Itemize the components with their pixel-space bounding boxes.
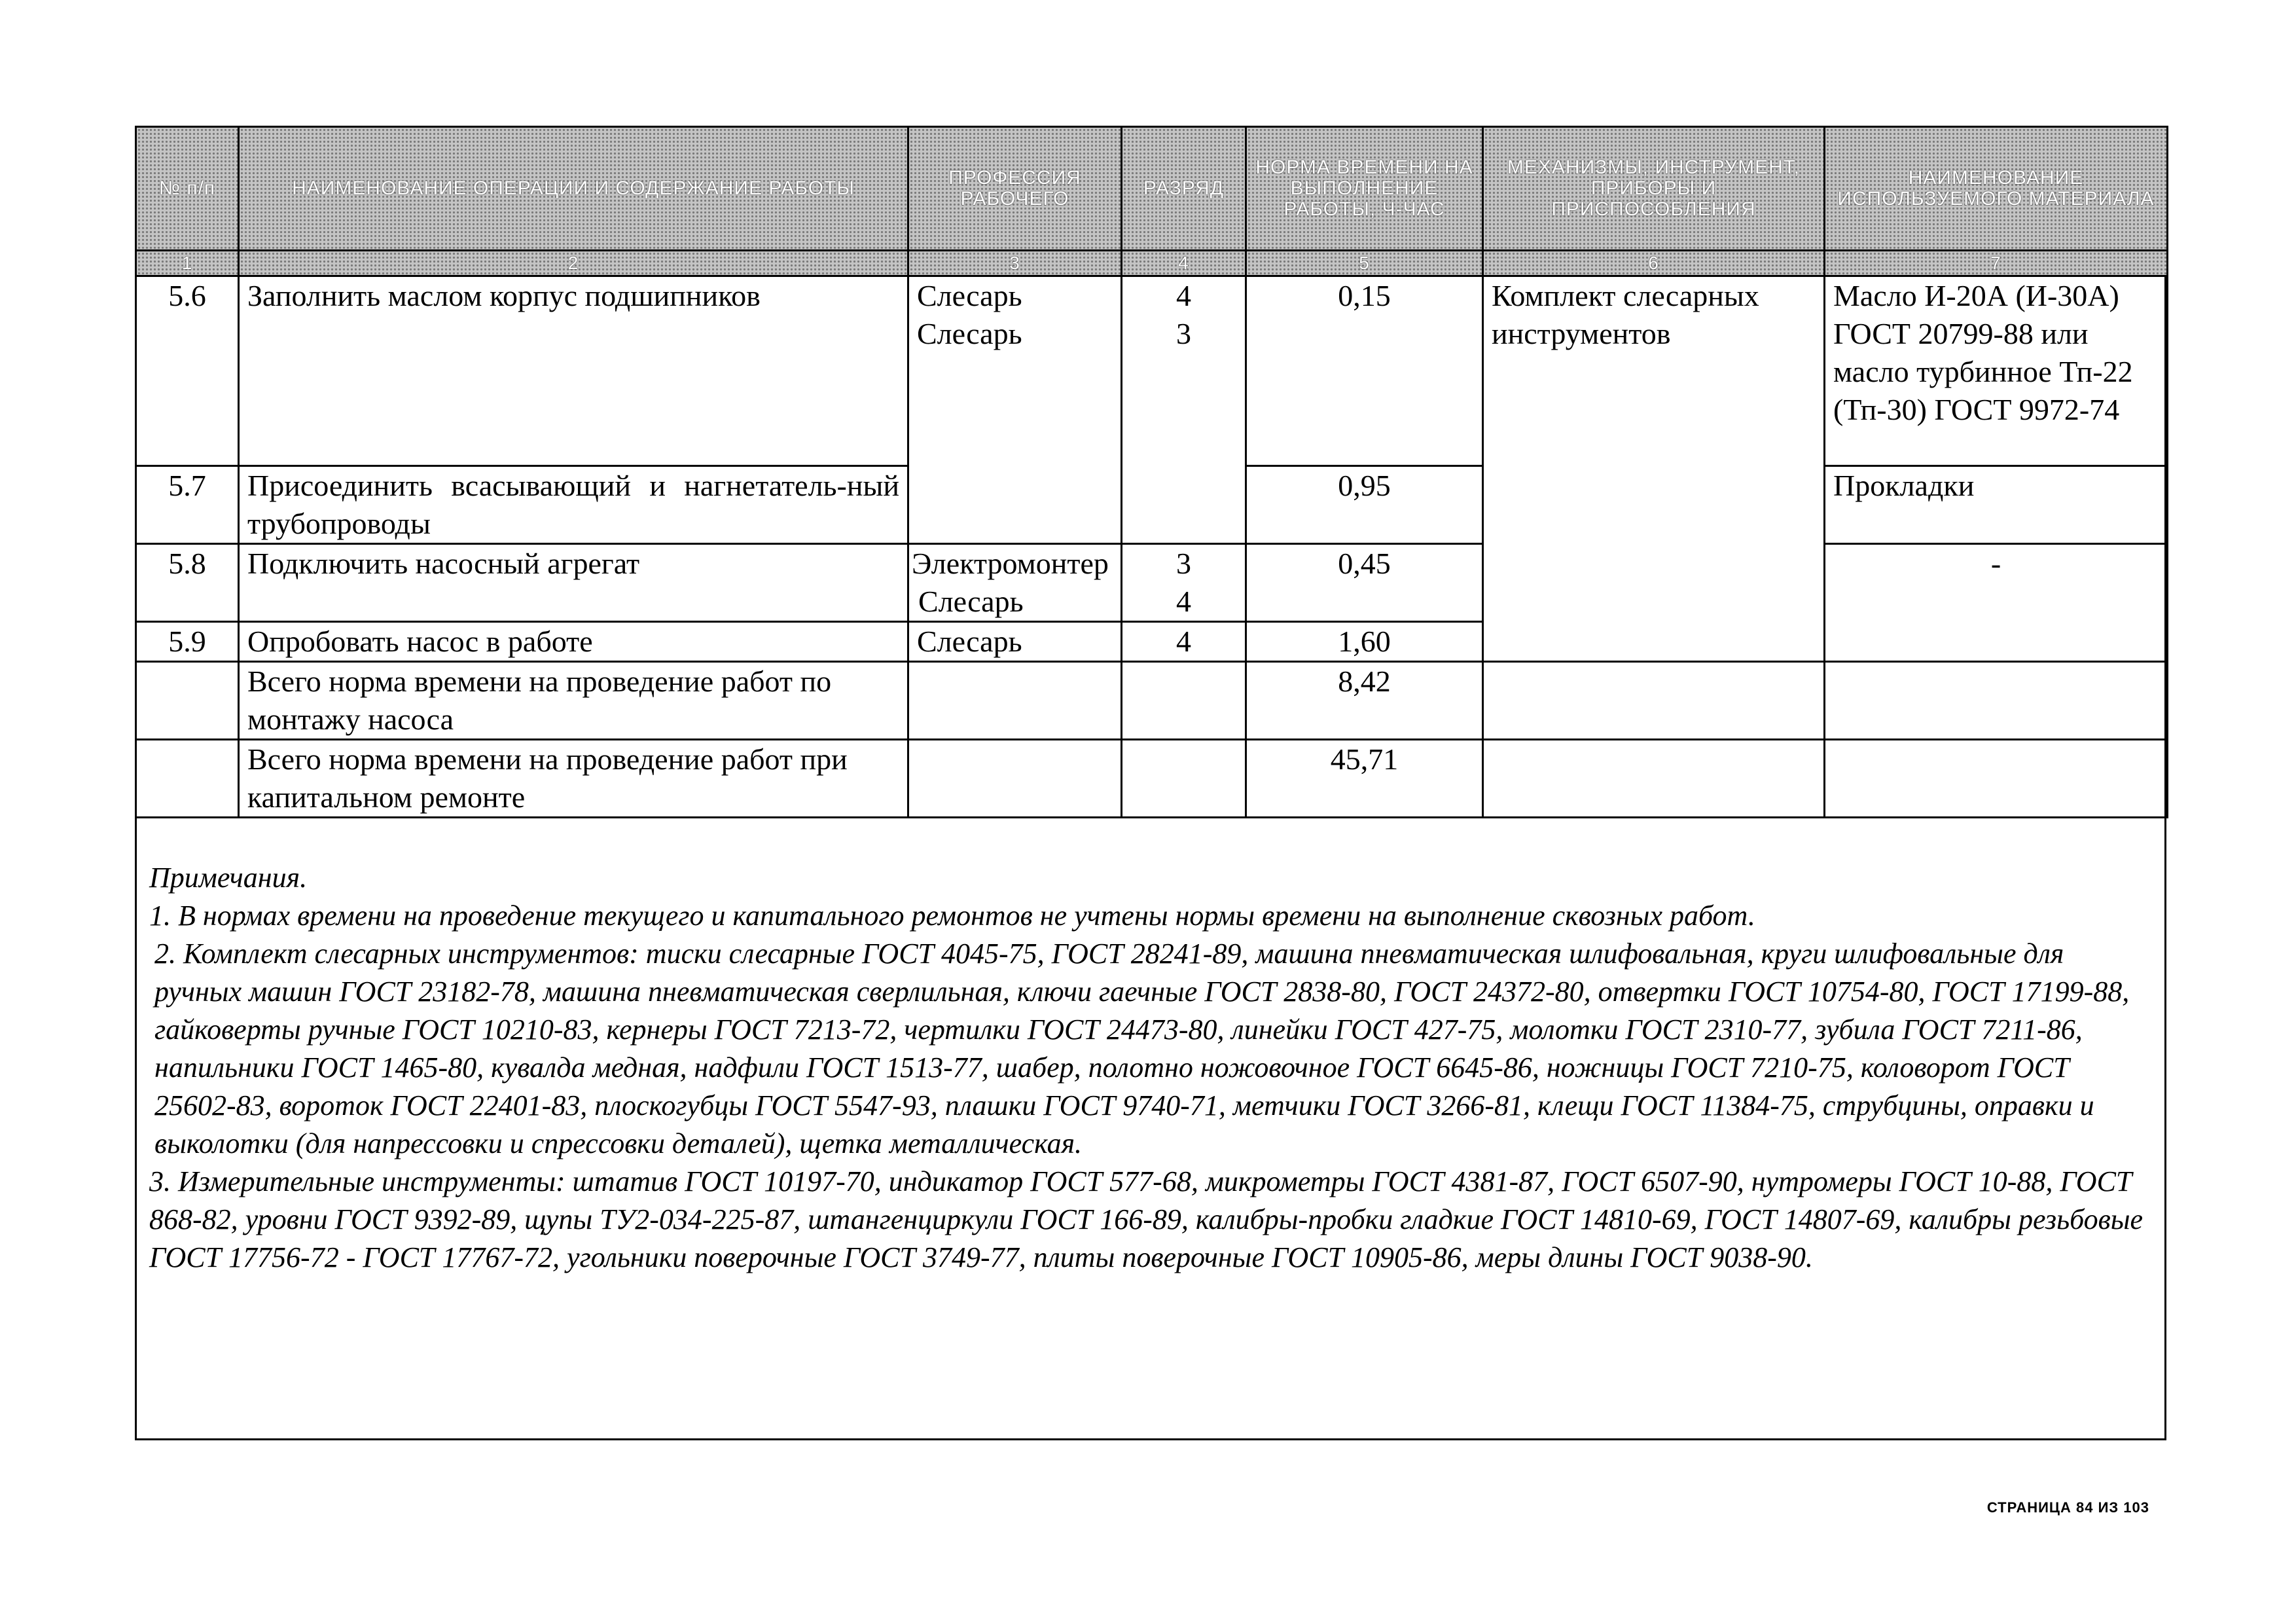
header-profession: ПРОФЕССИЯ РАБОЧЕГО [908,127,1122,251]
operation-cell: Присоединить всасывающий и нагнетатель-ный трубопроводы [239,466,908,544]
header-norm: НОРМА ВРЕМЕНИ НА ВЫПОЛНЕНИЕ РАБОТЫ, Ч-ЧАС [1246,127,1483,251]
profession-cell: Слесарь [908,622,1122,662]
subtotal-label: Всего норма времени на проведение работ по монтажу насоса [239,662,908,740]
operation-cell: Опробовать насос в работе [239,622,908,662]
grade-value: 3 [1176,317,1191,350]
grade-value: 4 [1176,585,1191,618]
page-number: СТРАНИЦА 84 ИЗ 103 [1986,1499,2149,1516]
material-cell: Прокладки [1825,466,2168,544]
header-row [136,127,2168,251]
subtotal-row [136,662,2168,740]
total-value: 45,71 [1246,740,1483,818]
norm-cell: 1,60 [1246,622,1483,662]
tools-cell: Комплект слесарных инструментов [1483,276,1825,662]
grade-cell: 4 [1122,622,1246,662]
table-row [136,544,2168,622]
total-label: Всего норма времени на проведение работ при капитальном ремонте [239,740,908,818]
material-cell: - [1825,544,2168,662]
total-row [136,740,2168,818]
column-number: 1 [136,251,239,276]
note-item: 2. Комплект слесарных инструментов: тиски слесарные ГОСТ 4045-75, ГОСТ 28241-89, машина пневматическая шлифовальная, круги шлифовальные для ручных машин ГОСТ 23182-78, машина пневматическая сверлильная, ключи гаечные ГОСТ 2838-80, ГОСТ 24372-80, отвертки ГОСТ 10754-80, ГОСТ 17199-88, гайковерты ручные ГОСТ 10210-83, кернеры ГОСТ 7213-72, чертилки ГОСТ 24473-80, линейки ГОСТ 427-75, молотки ГОСТ 2310-77, зубила ГОСТ 7211-86, напильники ГОСТ 1465-80, кувалда медная, надфили ГОСТ 1513-77, шабер, полотно ножовочное ГОСТ 6645-86, ножницы ГОСТ 7210-75, коловорот ГОСТ 25602-83, вороток ГОСТ 22401-83, плоскогубцы ГОСТ 5547-93, плашки ГОСТ 9740-71, метчики ГОСТ 3266-81, клещи ГОСТ 11384-75, струбцины, оправки и выколотки (для напрессовки и спрессовки деталей), щетка металлическая. [154,938,2130,1159]
notes-block [149,859,2152,1277]
note-item: 3. Измерительные инструменты: штатив ГОСТ 10197-70, индикатор ГОСТ 577-68, микрометры ГОСТ 4381-87, ГОСТ 6507-90, нутромеры ГОСТ 10-88, ГОСТ 868-82, уровни ГОСТ 9392-89, щупы ТУ2-034-225-87, штангенциркули ГОСТ 166-89, калибры-пробки гладкие ГОСТ 14810-69, ГОСТ 14807-69, калибры резьбовые ГОСТ 17756-72 - ГОСТ 17767-72, угольники поверочные ГОСТ 3749-77, плиты поверочные ГОСТ 10905-86, меры длины ГОСТ 9038-90. [149,1165,2144,1273]
column-number: 5 [1246,251,1483,276]
header-operation: НАИМЕНОВАНИЕ ОПЕРАЦИИ И СОДЕРЖАНИЕ РАБОТЫ [239,127,908,251]
norm-cell: 0,95 [1246,466,1483,544]
notes-title: Примечания. [149,862,308,894]
column-number: 7 [1825,251,2168,276]
profession-cell [908,276,1122,544]
column-number: 6 [1483,251,1825,276]
column-number: 4 [1122,251,1246,276]
work-norms-table [135,126,2168,818]
column-number: 3 [908,251,1122,276]
table-row [136,276,2168,466]
header-no: № п/п [136,127,239,251]
column-number-row [136,251,2168,276]
row-number: 5.7 [136,466,239,544]
norm-cell: 0,15 [1246,276,1483,466]
row-number: 5.8 [136,544,239,622]
row-number: 5.6 [136,276,239,466]
profession-value: Слесарь [917,317,1022,350]
grade-cell [1122,544,1246,622]
subtotal-value: 8,42 [1246,662,1483,740]
grade-value: 3 [1176,547,1191,580]
norm-cell: 0,45 [1246,544,1483,622]
profession-value: Слесарь [917,279,1022,312]
column-number: 2 [239,251,908,276]
header-grade: РАЗРЯД [1122,127,1246,251]
profession-value: Электромонтер [912,547,1109,580]
material-cell: Масло И-20А (И-30А) ГОСТ 20799-88 или масло турбинное Тп-22 (Тп-30) ГОСТ 9972-74 [1825,276,2168,466]
operation-cell: Подключить насосный агрегат [239,544,908,622]
row-number: 5.9 [136,622,239,662]
header-material: НАИМЕНОВАНИЕ ИСПОЛЬЗУЕМОГО МАТЕРИАЛА [1825,127,2168,251]
profession-cell [908,544,1122,622]
operation-cell: Заполнить маслом корпус подшипников [239,276,908,466]
grade-value: 4 [1176,279,1191,312]
note-item: 1. В нормах времени на проведение текущего и капитального ремонтов не учтены нормы времени на выполнение сквозных работ. [149,900,1755,932]
header-tools: МЕХАНИЗМЫ, ИНСТРУМЕНТ, ПРИБОРЫ И ПРИСПОСОБЛЕНИЯ [1483,127,1825,251]
grade-cell [1122,276,1246,544]
profession-value: Слесарь [918,585,1024,618]
